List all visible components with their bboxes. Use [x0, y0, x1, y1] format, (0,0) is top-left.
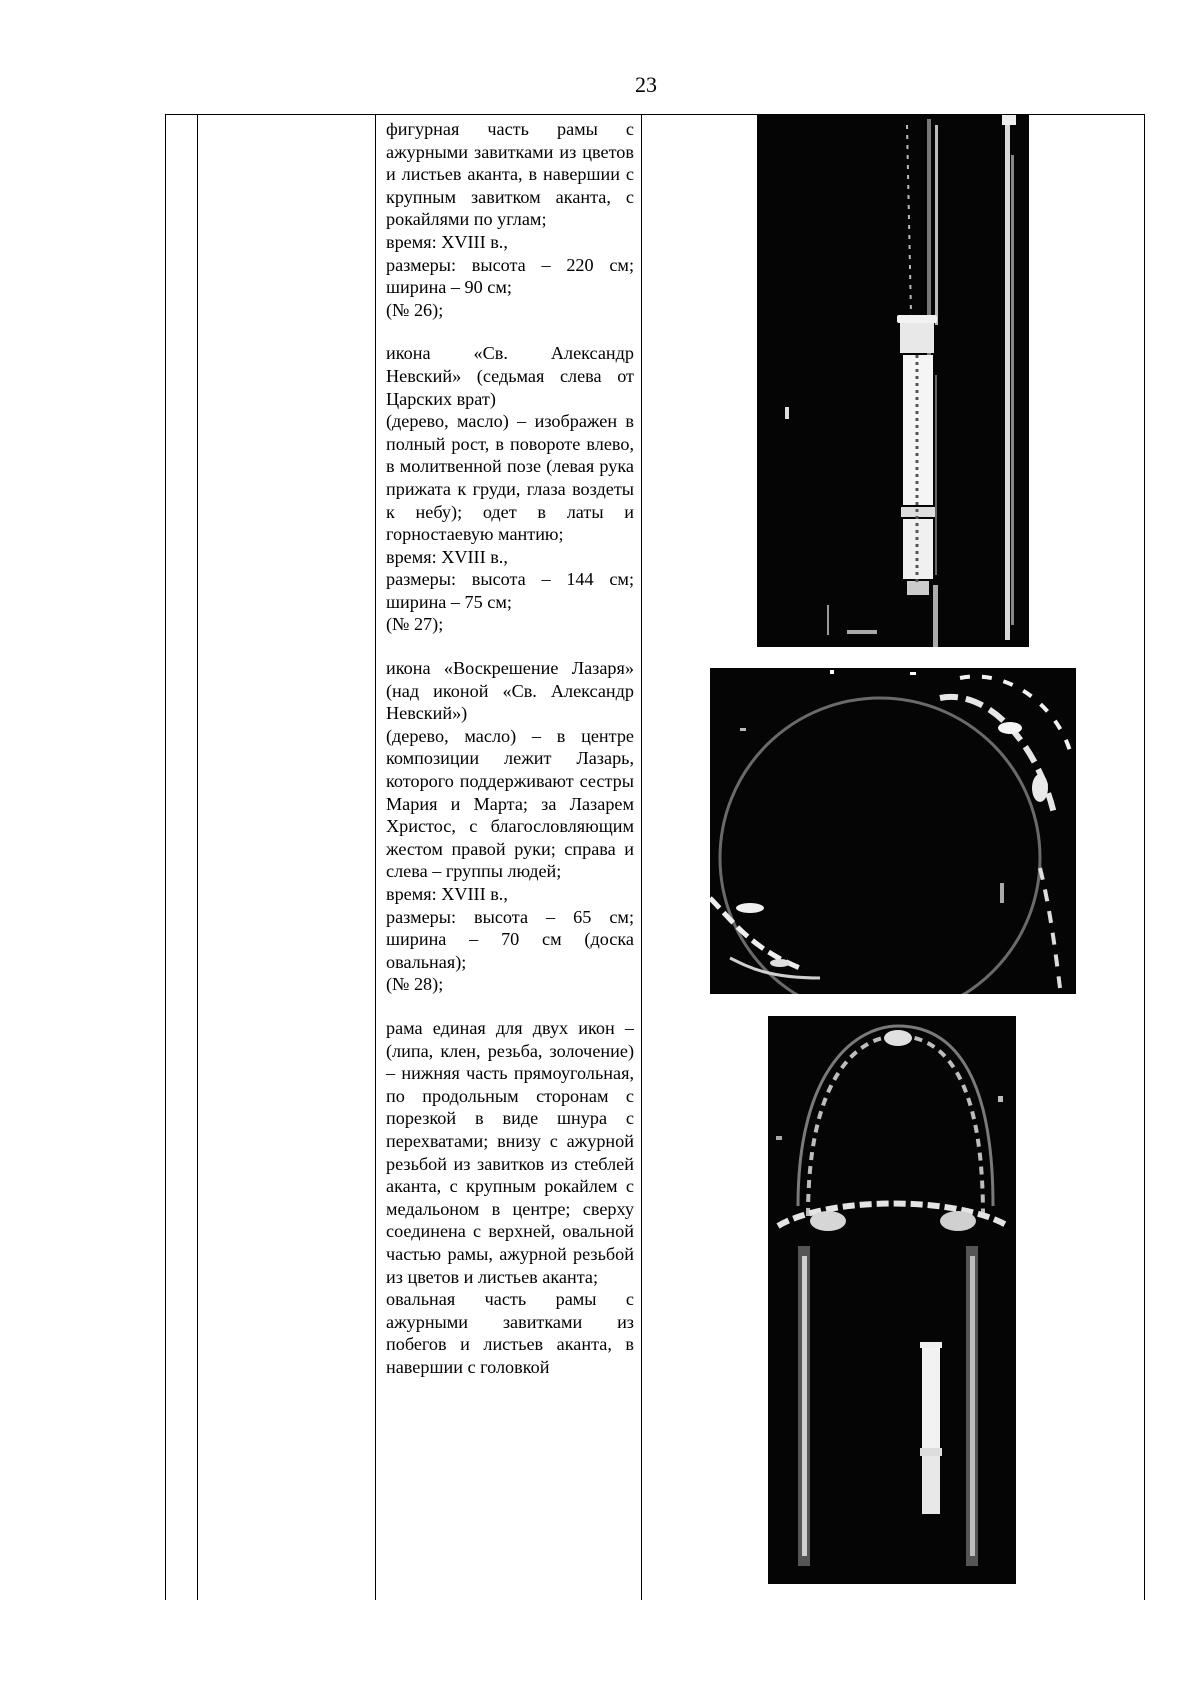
table-border-5 [1144, 115, 1145, 1600]
entry-line: овальная часть рамы с ажурными завитками из побегов и листьев аканта, в навершии с головкой [386, 1289, 634, 1377]
page-number: 23 [635, 72, 657, 97]
entry-line: рама единая для двух икон – (липа, клен, резьба, золочение) – нижняя часть прямоугольная, по продольным сторонам с порезкой в виде шнура с перехватами; внизу с ажурной резьбой из завитков из стеблей аканта, с крупным рокайлем с медальоном в центре; сверху соединена с верхней, овальной частью рамы, ажурной резьбой из цветов и листьев аканта; [386, 1017, 634, 1287]
entry-line: время: XVIII в., [386, 546, 508, 567]
entry-line: размеры: высота – 144 см; ширина – 75 см; [386, 569, 634, 612]
description-column [386, 118, 634, 1378]
entry-line: время: XVIII в., [386, 231, 508, 252]
entry-28 [386, 657, 634, 996]
photo-oval-icon [710, 668, 1076, 994]
entry-line: фигурная часть рамы с ажурными завитками из цветов и листьев аканта, в навершии с крупным завитком аканта, с рокайлями по углам; [386, 119, 634, 230]
entry-26 [386, 118, 634, 321]
table-border-2 [197, 115, 198, 1600]
entry-line: (дерево, масло) – изображен в полный рост, в повороте влево, в молитвенной позе (левая рука прижата к груди, глаза воздеты к небу); одет в латы и горностаевую мантию; [386, 411, 634, 545]
table-border-1 [165, 115, 166, 1600]
table-border-4 [641, 115, 642, 1600]
photo-frame-part [757, 115, 1029, 647]
entry-line: икона «Воскрешение Лазаря» (над иконой «Св. Александр Невский») [386, 658, 634, 724]
entry-frame [386, 1017, 634, 1379]
entry-line: (дерево, масло) – в центре композиции лежит Лазарь, которого поддерживают сестры Мария и Марта; за Лазарем Христос, с благословляющим жестом правой руки; справа и слева – группы людей; [386, 725, 634, 882]
entry-line: время: XVIII в., [386, 884, 508, 904]
entry-line: икона «Св. Александр Невский» (седьмая слева от Царских врат) [386, 343, 634, 409]
entry-line: размеры: высота – 65 см; ширина – 70 см (доска овальная); [386, 906, 634, 972]
entry-27 [386, 342, 634, 636]
table-border-3 [375, 115, 376, 1600]
entry-line: (№ 27); [386, 614, 444, 635]
photo-double-frame [768, 1016, 1016, 1584]
entry-line: (№ 28); [386, 974, 444, 995]
entry-line: (№ 26); [386, 299, 444, 320]
entry-line: размеры: высота – 220 см; ширина – 90 см; [386, 254, 634, 298]
